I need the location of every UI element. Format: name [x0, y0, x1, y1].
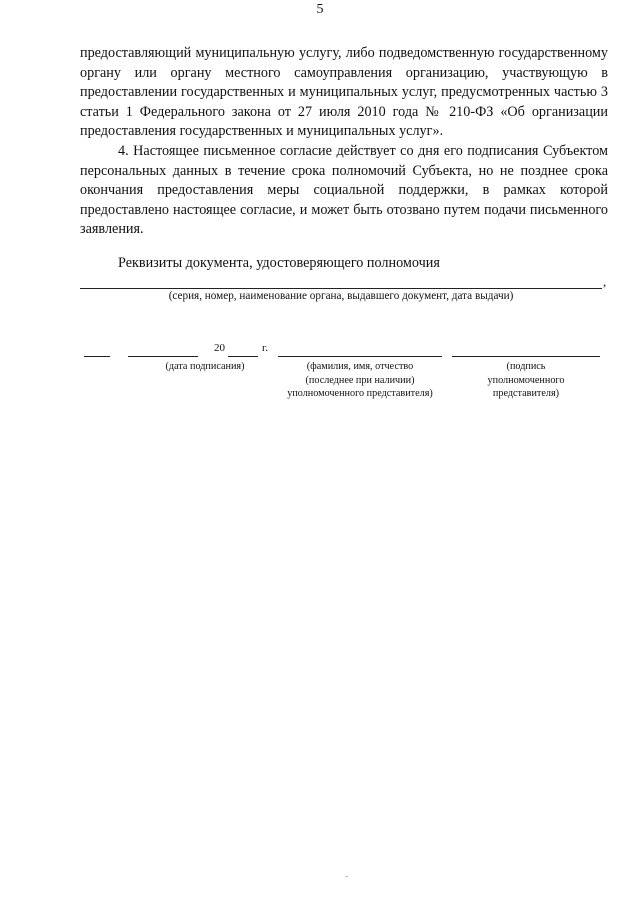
scan-speck: [345, 876, 348, 877]
date-year-prefix: 20: [214, 342, 225, 354]
date-year-suffix: г.: [262, 342, 269, 354]
date-caption-text: (дата подписания): [165, 361, 245, 372]
page-number: 5: [316, 2, 324, 17]
signature-caption-line-1: (подпись: [506, 361, 546, 372]
full-name-caption-line-1: (фамилия, имя, отчество: [306, 361, 414, 372]
document-body: [80, 44, 608, 240]
date-year-blank[interactable]: [228, 356, 258, 357]
requisites-caption: (серия, номер, наименование органа, выдавшего документ, дата выдачи): [168, 290, 514, 302]
date-month-blank[interactable]: [128, 356, 198, 357]
date-day-blank[interactable]: [84, 356, 110, 357]
requisites-label: Реквизиты документа, удостоверяющего полномочия: [118, 255, 440, 271]
date-caption: [150, 360, 260, 374]
paragraph-continuation: предоставляющий муниципальную услугу, либо подведомственную государственному органу или органу местного самоуправления организацию, участвующую в предоставлении государственных и муниципальных услуг, предусмотренных частью 3 статьи 1 Федерального закона от 27 июля 2010 года № 210-ФЗ «Об организации предоставления государственных и муниципальных услуг».: [80, 45, 608, 140]
signature-blank[interactable]: [452, 356, 600, 357]
signature-caption-line-3: представителя): [492, 388, 560, 400]
requisites-fill-line[interactable]: [80, 288, 602, 289]
signature-caption: [452, 360, 600, 401]
paragraph-item-4: 4. Настоящее письменное согласие действует со дня его подписания Субъектом персональных данных в течение срока полномочий Субъекта, но не позднее срока окончания предоставления меры социальной поддержки, в рамках которой предоставлено настоящее согласие, и может быть отозвано путем подачи письменного заявления.: [80, 142, 608, 238]
signature-caption-line-2: уполномоченного: [487, 374, 565, 386]
full-name-caption: [268, 360, 452, 401]
full-name-caption-line-2: (последнее при наличии): [305, 374, 415, 386]
requisites-line-comma: ,: [603, 274, 607, 289]
full-name-blank[interactable]: [278, 356, 442, 357]
full-name-caption-line-3: уполномоченного представителя): [287, 388, 433, 400]
